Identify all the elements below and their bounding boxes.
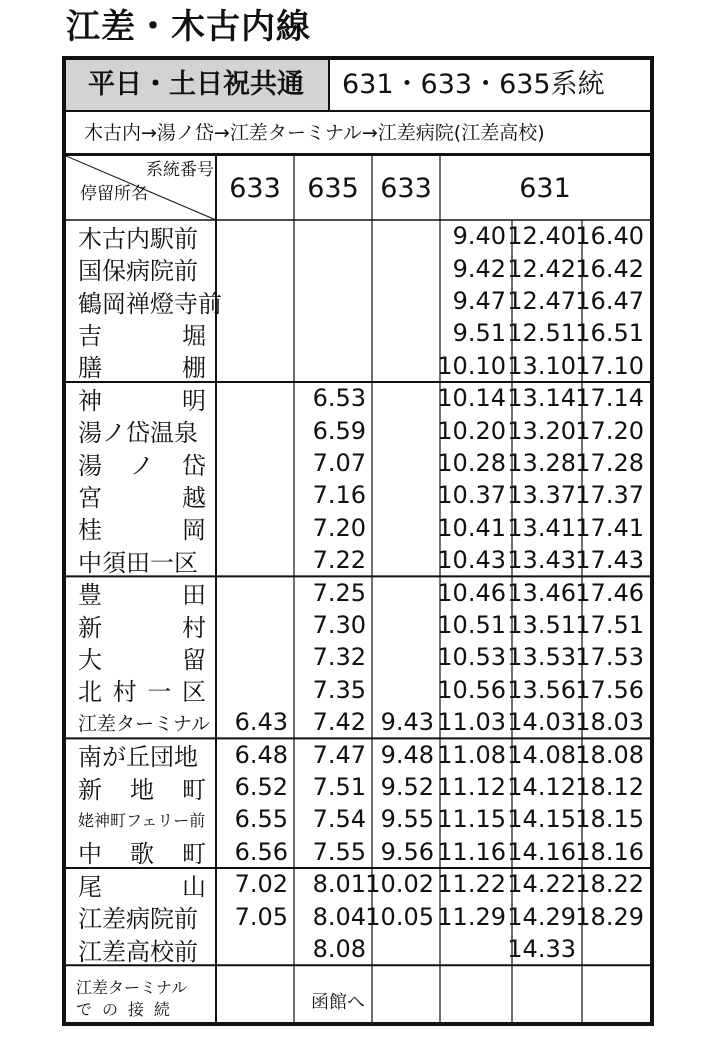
departure-time [582,933,644,965]
stop-name: 江差ターミナル [78,712,211,735]
stop-name-part: 明 [182,386,206,415]
departure-time: 10.05 [365,902,434,931]
departure-time: 16.42 [575,254,644,283]
departure-time: 13.43 [507,546,576,575]
departure-time: 13.56 [507,675,576,704]
stop-name-part: 宮 [78,483,102,512]
stop-name-part: 越 [182,483,206,512]
stop-name [78,674,206,706]
departure-time: 10.37 [437,481,506,510]
departure-time: 17.28 [575,448,644,477]
routes-label: 631・633・635系統 [342,69,605,100]
stop-name-part: 地 [130,775,154,804]
departure-time: 16.47 [575,286,644,315]
departure-time [216,641,288,673]
departure-time: 17.51 [575,610,644,639]
departure-time: 7.30 [312,610,366,639]
stop-name [78,641,206,673]
stop-name-header: 停留所名 [80,184,148,204]
stop-name-part: 岱 [182,451,206,480]
departure-time: 7.16 [312,481,366,510]
departure-time: 14.15 [507,805,576,834]
departure-time: 13.28 [507,448,576,477]
departure-time [294,285,366,317]
departure-time: 9.52 [380,772,434,801]
route-number-header: 系統番号 [146,160,214,180]
stop-name: 木古内駅前 [78,224,198,253]
departure-time: 6.43 [234,708,288,737]
stop-name-part: 一 [147,678,172,707]
departure-time: 13.37 [507,481,576,510]
departure-time [372,382,434,414]
departure-time [294,220,366,252]
stop-name-part: 棚 [182,354,206,383]
departure-time [216,220,288,252]
departure-time: 13.41 [507,513,576,542]
stop-name-part: 区 [181,678,206,707]
departure-time [216,414,288,446]
departure-time: 6.48 [234,740,288,769]
departure-time: 14.08 [507,740,576,769]
departure-time [372,576,434,608]
stop-name-part: 岡 [182,516,206,545]
departure-time [372,641,434,673]
stop-name-part: 町 [182,840,206,869]
departure-time: 6.52 [234,772,288,801]
stop-name-part: 吉 [78,321,102,350]
departure-time: 6.55 [234,805,288,834]
departure-time [216,512,288,544]
departure-time: 13.46 [507,578,576,607]
departure-time [216,609,288,641]
departure-time: 7.42 [312,708,366,737]
departure-time: 6.56 [234,837,288,866]
departure-time [372,447,434,479]
departure-time: 18.22 [575,870,644,899]
departure-time: 11.29 [437,902,506,931]
departure-time: 10.43 [437,546,506,575]
departure-time: 9.56 [380,837,434,866]
stop-name [78,350,206,382]
departure-time: 9.48 [380,740,434,769]
departure-time: 13.53 [507,643,576,672]
departure-time [372,933,434,965]
departure-time: 8.01 [312,870,366,899]
departure-time: 7.35 [312,675,366,704]
departure-time: 16.40 [575,222,644,251]
departure-time: 7.07 [312,448,366,477]
departure-time: 12.42 [507,254,576,283]
stop-name-part: 村 [182,613,206,642]
departure-time: 7.54 [312,805,366,834]
departure-time: 17.46 [575,578,644,607]
departure-time: 12.51 [507,319,576,348]
departure-time: 17.53 [575,643,644,672]
timetable [62,56,654,1026]
departure-time: 9.51 [452,319,506,348]
departure-time [372,252,434,284]
departure-time: 7.55 [312,837,366,866]
route-column-header: 633 [380,172,432,204]
stop-name-part: 神 [78,386,102,415]
stop-name-part: 北 [78,678,102,707]
stop-name: 国保病院前 [78,257,198,286]
stop-name [78,868,206,900]
departure-time: 10.10 [437,351,506,380]
departure-time: 12.47 [507,286,576,315]
route-column-header: 631 [519,172,571,204]
page-title: 江差・木古内線 [66,7,311,47]
departure-time: 11.15 [437,805,506,834]
stop-name: 鶴岡禅燈寺前 [78,289,222,318]
departure-time [294,317,366,349]
departure-time [216,447,288,479]
route-column-header: 635 [307,172,359,204]
departure-time: 7.05 [234,902,288,931]
stop-name-part: 尾 [78,872,102,901]
departure-time: 18.08 [575,740,644,769]
departure-time: 10.28 [437,448,506,477]
departure-time [216,317,288,349]
departure-time [372,317,434,349]
departure-time: 9.43 [380,708,434,737]
departure-time: 14.33 [507,934,576,963]
stop-name [78,576,206,608]
connection-note-hakodate: 函館へ [311,992,365,1013]
departure-time: 10.51 [437,610,506,639]
stop-name-part: ノ [130,451,154,480]
stop-name-part: 新 [78,613,102,642]
connection-label-line2 [76,1000,180,1020]
stop-name: 南が丘団地 [78,743,198,772]
departure-time [216,576,288,608]
departure-time [372,414,434,446]
stop-name [78,836,206,868]
departure-time: 18.29 [575,902,644,931]
departure-time: 7.51 [312,772,366,801]
connection-label-text: での接続 [76,1000,181,1019]
departure-time [294,252,366,284]
departure-time: 12.40 [507,222,576,251]
stop-name [78,512,206,544]
departure-time: 16.51 [575,319,644,348]
departure-time: 17.37 [575,481,644,510]
departure-time [372,350,434,382]
departure-time: 7.02 [234,870,288,899]
departure-time: 9.47 [452,286,506,315]
stop-name-part: 歌 [130,840,154,869]
connection-label-line1: 江差ターミナル [76,978,188,997]
departure-time: 10.46 [437,578,506,607]
departure-time [440,933,506,965]
stop-name-part: 留 [182,645,206,674]
departure-time: 14.03 [507,708,576,737]
departure-time: 14.12 [507,772,576,801]
departure-time [216,382,288,414]
departure-time [372,674,434,706]
stop-name [78,609,206,641]
departure-time [372,512,434,544]
departure-time: 17.43 [575,546,644,575]
departure-time: 8.08 [312,934,366,963]
departure-time [372,609,434,641]
departure-time: 7.25 [312,578,366,607]
departure-time: 10.41 [437,513,506,542]
departure-time: 13.14 [507,384,576,413]
stop-name-part: 中 [78,840,102,869]
departure-time: 17.20 [575,416,644,445]
departure-time: 17.41 [575,513,644,542]
stop-name: 中須田一区 [78,548,198,577]
departure-time: 18.15 [575,805,644,834]
departure-time: 11.08 [437,740,506,769]
departure-time: 6.53 [312,384,366,413]
stop-name-part: 桂 [78,516,102,545]
departure-time: 13.20 [507,416,576,445]
stop-name-part: 田 [182,581,206,610]
stop-name: 湯ノ岱温泉 [78,419,198,448]
stop-name [78,382,206,414]
stop-name-part: 新 [78,775,102,804]
departure-time [216,674,288,706]
departure-time: 7.22 [312,546,366,575]
departure-time: 10.20 [437,416,506,445]
stop-name-part: 山 [182,872,206,901]
departure-time: 10.53 [437,643,506,672]
departure-time [216,252,288,284]
stop-name-part: 豊 [78,581,102,610]
departure-time [294,350,366,382]
departure-time [372,220,434,252]
stop-name [78,447,206,479]
departure-time: 18.16 [575,837,644,866]
departure-time: 10.02 [365,870,434,899]
departure-time: 13.51 [507,610,576,639]
stop-name-part: 湯 [78,451,102,480]
departure-time [372,544,434,576]
departure-time: 18.03 [575,708,644,737]
departure-time: 9.42 [452,254,506,283]
departure-time [372,479,434,511]
departure-time: 7.20 [312,513,366,542]
departure-time [216,544,288,576]
stop-name-part: 大 [78,645,102,674]
departure-time: 7.32 [312,643,366,672]
departure-time: 11.22 [437,870,506,899]
stop-name: 姥神町フェリー前 [78,810,206,830]
departure-time [216,479,288,511]
departure-time: 9.55 [380,805,434,834]
departure-time: 11.03 [437,708,506,737]
departure-time: 17.10 [575,351,644,380]
stop-name [78,317,206,349]
departure-time: 14.16 [507,837,576,866]
departure-time: 8.04 [312,902,366,931]
stop-name-part: 村 [112,678,137,707]
departure-time: 6.59 [312,416,366,445]
stop-name [78,479,206,511]
route-column-header: 633 [229,172,281,204]
stop-name [78,771,206,803]
departure-time: 17.56 [575,675,644,704]
departure-time [216,933,288,965]
stop-name-part: 膳 [78,354,102,383]
departure-time: 7.47 [312,740,366,769]
stop-name: 江差病院前 [78,905,198,934]
stop-name-part: 町 [182,775,206,804]
stop-name-part: 堀 [182,321,206,350]
departure-time: 10.14 [437,384,506,413]
departure-time: 11.16 [437,837,506,866]
departure-time: 18.12 [575,772,644,801]
service-days-label: 平日・土日祝共通 [66,60,330,110]
departure-time: 17.14 [575,384,644,413]
departure-time: 10.56 [437,675,506,704]
departure-time: 13.10 [507,351,576,380]
departure-time [372,285,434,317]
departure-time [216,350,288,382]
departure-time: 14.22 [507,870,576,899]
departure-time [216,285,288,317]
departure-time: 9.40 [452,222,506,251]
departure-time: 14.29 [507,902,576,931]
departure-time: 11.12 [437,772,506,801]
stop-name: 江差高校前 [78,937,198,966]
route-description: 木古内→湯ノ岱→江差ターミナル→江差病院(江差高校) [66,112,650,156]
